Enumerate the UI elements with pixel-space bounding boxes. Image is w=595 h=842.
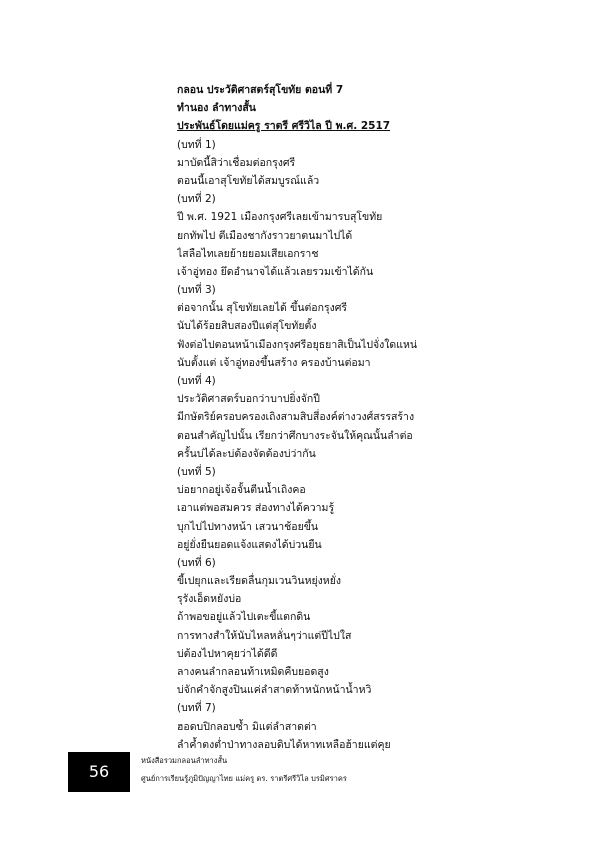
verse-line: ฟังต่อไปตอนหน้าเมืองกรุงศรีอยุธยาสิเป็นไปจั่งใดแหน่	[177, 338, 418, 351]
verse-line: มีกษัตริย์ครอบครองเถิงสามสิบสี่องค์ต่างวงศ์สรรสร้าง	[177, 411, 415, 424]
verse-line: นับได้ร้อยสิบสองปีแต่สุโขทัยตั้ง	[177, 320, 317, 333]
verse-line: รุรังเอ็ดหยังบ่อ	[177, 593, 242, 606]
verse-line: การทางสำให้นับไหลหลั่นๆว่าแต่ปีไปใส	[177, 629, 352, 642]
verse-line: ต่อจากนั้น สุโขทัยเลยได้ ขึ้นต่อกรุงศรี	[177, 302, 348, 315]
poem-title: กลอน ประวัติศาสตร์สุโขทัย ตอนที่ 7	[177, 84, 344, 96]
verse-label: (บทที่ 7)	[177, 702, 216, 715]
verse-line: ตอนสำคัญไปนั้น เรียกว่าศึกบางระจันให้คุณนั้นลำต่อ	[177, 429, 413, 442]
verse-label: (บทที่ 4)	[177, 375, 216, 387]
verse-line: เอาแต่พอสมควร ส่องทางได้ความรู้	[177, 502, 335, 515]
poem-column	[177, 81, 567, 754]
page-number: 56	[88, 762, 110, 781]
verse-line: ถ้าพอขอยู่แล้วไปเตะขี้แตกดิน	[177, 611, 311, 624]
verse-line: ลางคนลำกลอนท้าเหมิดคืบยอดสูง	[177, 666, 329, 678]
verse-line: มาบัดนี้สิว่าเชื่อมต่อกรุงศรี	[177, 156, 296, 169]
verse-line: ขี้เปยุกและเรียดลื่นกุมเวนวินหยุ่งหยั่ง	[177, 575, 342, 588]
verse-line: บ่ต้องไปหาคุยว่าได้ดีดี	[177, 647, 278, 660]
verse-line: ประวัติศาสตร์บอกว่าบาปยิ่งจักปี	[177, 393, 320, 406]
verse-line: บ่จักคำจักสูงปินแค่ลำสาดท้าหนักหน้าน้ำหวิ	[177, 684, 372, 697]
verse-line: ลำค้ำตงต่ำป่าทางลอบดิบได้หาทเหลือฮ้ายแต่คุย	[177, 738, 391, 751]
verse-label: (บทที่ 3)	[177, 284, 216, 297]
verse-line: นับตั้งแต่ เจ้าอู่ทองขึ้นสร้าง ครองบ้านต่อมา	[177, 356, 371, 369]
verse-label: (บทที่ 5)	[177, 465, 216, 478]
verse-label: (บทที่ 1)	[177, 138, 216, 151]
verse-line: ไสลือไทเลยย้ายยอมเสียเอกราช	[177, 247, 319, 260]
melody-line: ทำนอง ลำทางสั้น	[177, 102, 256, 115]
verse-line: เจ้าอู่ทอง ยึดอำนาจได้แล้วเลยรวมเข้าได้กัน	[177, 265, 374, 278]
verse-label: (บทที่ 6)	[177, 556, 216, 569]
verse-line: ครั้นบ่ได้ละบ่ต้องจัดต้องบ่ว่ากัน	[177, 447, 316, 460]
footer-book-title: หนังสือรวมกลอนลำทางสั้น	[141, 756, 228, 765]
verse-line: ปี พ.ศ. 1921 เมืองกรุงศรีเลยเข้ามารบสุโขทัย	[177, 211, 383, 224]
verse-line: บ่อยากอยู่เจ้อจั้นตีนน้ำเถิงคอ	[177, 484, 306, 497]
page-number-box	[68, 752, 130, 792]
verse-line: ยกทัพไป ตีเมืองชากังราวยาตนมาไปได้	[177, 229, 353, 242]
author-line: ประพันธ์โดยแม่ครู ราตรี ศรีวิไล ปี พ.ศ. 2517	[177, 120, 391, 133]
verse-line: อยู่ยั่งยืนยอดแจ้งแสดงได้บ่วนยืน	[177, 538, 322, 551]
verse-line: ฮอดบปิกลอบซ้ำ มิแต่ลำสาดต่า	[177, 720, 317, 733]
verse-label: (บทที่ 2)	[177, 193, 216, 206]
page-footer	[141, 752, 561, 788]
verse-line: ตอนนี้เอาสุโขทัยได้สมบูรณ์แล้ว	[177, 174, 320, 187]
footer-publisher: ศูนย์การเรียนรู้ภูมิปัญญาไทย แม่ครู ดร. ราตรีศรีวิไล บรมิศราคร	[141, 774, 347, 783]
verse-line: บุกไปไปทางหน้า เสวนาช้อยขึ้น	[177, 520, 319, 533]
